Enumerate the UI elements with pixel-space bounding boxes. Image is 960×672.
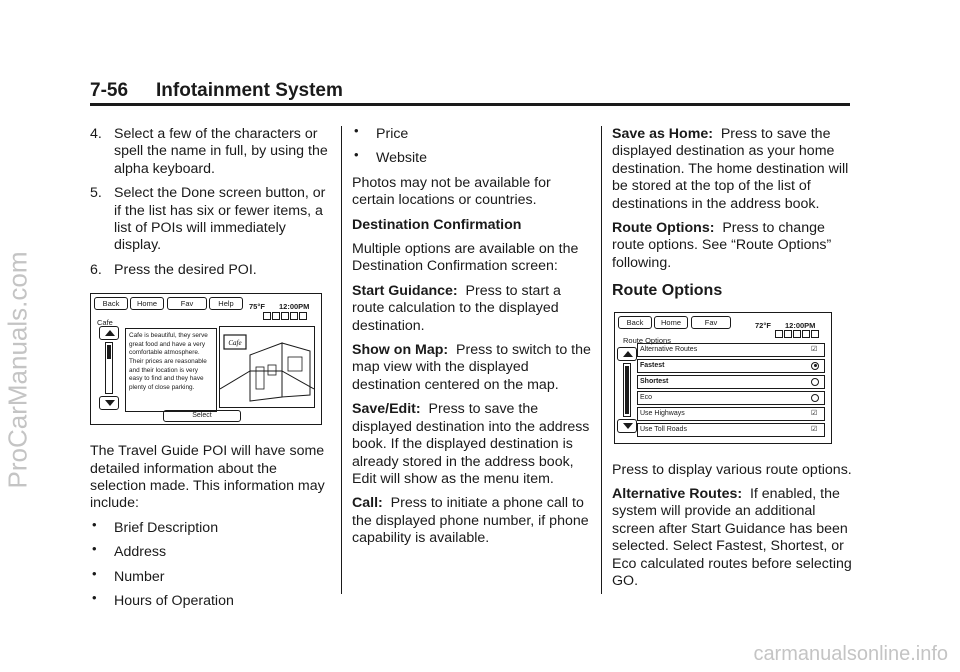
scroll-up-button[interactable] [99, 326, 119, 340]
route-option-use-toll-roads[interactable]: Use Toll Roads ☑ [637, 423, 825, 437]
signal-icon [811, 330, 819, 338]
phone-icon [290, 312, 298, 320]
side-watermark: ProCarManuals.com [2, 251, 33, 489]
arrow-up-icon [623, 351, 633, 357]
destination-confirmation-desc: Multiple options are available on the Destination Confirmation screen: [352, 241, 579, 275]
page-number: 7-56 [90, 80, 129, 101]
route-options-desc: Press to display various route options. [612, 461, 852, 478]
media-icon [281, 312, 289, 320]
list-item: • Hours of Operation [92, 590, 234, 610]
cafe-sign: Cafe [228, 339, 242, 348]
status-icons [775, 330, 819, 338]
destination-confirmation-heading: Destination Confirmation [352, 216, 522, 233]
route-options-item: Route Options: Press to change route options. See “Route Options” following. [612, 220, 832, 271]
scrollbar[interactable] [105, 342, 113, 394]
signal-icon [299, 312, 307, 320]
scroll-down-button[interactable] [617, 419, 637, 433]
route-option-shortest[interactable]: Shortest [637, 375, 825, 389]
home-button[interactable]: Home [130, 297, 164, 310]
temperature: 75°F [249, 302, 265, 312]
poi-label: Cafe [97, 318, 113, 328]
column-2 [352, 123, 592, 555]
scrollbar[interactable] [623, 363, 631, 417]
route-option-fastest[interactable]: Fastest [637, 359, 825, 373]
route-options-label: Route Options [623, 335, 671, 345]
save-as-home-item: Save as Home: Press to save the displayed destination as your home destination. The home destination will be stored at the top of the list of destinations in the address book. [612, 126, 849, 212]
select-button[interactable]: Select [163, 410, 241, 422]
fav-button[interactable]: Fav [167, 297, 207, 310]
mail-icon [272, 312, 280, 320]
route-option-alternative-routes[interactable]: Alternative Routes ☑ [637, 343, 825, 357]
column-divider [601, 126, 602, 594]
page-header [90, 80, 850, 106]
scroll-thumb[interactable] [107, 345, 111, 359]
checkmark-icon: ☑ [811, 345, 818, 353]
save-edit-item: Save/Edit: Press to save the displayed destination into the address book. If the displayed destination is already stored in the address book, Edit will show as the menu item. [352, 401, 590, 487]
photos-note: Photos may not be available for certain locations or countries. [352, 174, 551, 209]
radio-icon [811, 394, 819, 402]
temperature: 72°F [755, 320, 771, 330]
step-5: 5. Select the Done screen button, or if the list has six or fewer items, a list of POIs will immediately display. [90, 185, 326, 254]
cafe-building-icon [220, 327, 314, 407]
fav-button[interactable]: Fav [691, 316, 731, 329]
route-option-eco[interactable]: Eco [637, 391, 825, 405]
scroll-thumb[interactable] [625, 366, 629, 414]
nav-icon [263, 312, 271, 320]
travel-guide-screen [90, 293, 322, 425]
call-item: Call: Press to initiate a phone call to the displayed phone number, if phone capability is available. [352, 495, 589, 547]
footer-watermark: carmanualsonline.info [753, 643, 948, 665]
list-item: • Number [92, 565, 165, 585]
arrow-up-icon [105, 330, 115, 336]
poi-description: Cafe is beautiful, they serve great food and have a very comfortable atmosphere. Their prices are reasonable and their location is very easy to find and they have plenty of close parking. [125, 328, 217, 412]
checkmark-icon: ☑ [811, 425, 818, 433]
nav-icon [775, 330, 783, 338]
clock: 12:00PM [785, 320, 816, 330]
list-item: • Brief Description [92, 516, 219, 536]
column-divider [341, 126, 342, 594]
help-button[interactable]: Help [209, 297, 243, 310]
route-options-screen [614, 312, 832, 444]
radio-selected-icon [811, 362, 819, 370]
route-option-use-highways[interactable]: Use Highways ☑ [637, 407, 825, 421]
list-item: • Price [354, 123, 409, 142]
route-options-heading: Route Options [612, 282, 723, 300]
radio-icon [811, 378, 819, 386]
checkmark-icon: ☑ [811, 409, 818, 417]
step-6: 6. Press the desired POI. [90, 261, 257, 278]
home-button[interactable]: Home [654, 316, 688, 329]
alternative-routes-item: Alternative Routes: If enabled, the system will provide an additional screen after Start Guidance has been selected. Select Fastest, Shortest, or Eco calculated routes before selecting GO. [612, 486, 852, 590]
list-item: • Address [92, 541, 167, 561]
scroll-up-button[interactable] [617, 347, 637, 361]
list-item: • Website [354, 147, 427, 167]
page-title: Infotainment System [156, 80, 343, 101]
step-4: 4. Select a few of the characters or spell the name in full, by using the alpha keyboard. [90, 126, 328, 177]
back-button[interactable]: Back [618, 316, 652, 329]
clock: 12:00PM [279, 302, 310, 312]
travel-guide-intro: The Travel Guide POI will have some detailed information about the selection made. This information may include: [90, 443, 325, 512]
media-icon [793, 330, 801, 338]
arrow-down-icon [105, 400, 115, 406]
mail-icon [784, 330, 792, 338]
column-3 [612, 126, 852, 598]
column-1 [90, 126, 332, 618]
scroll-down-button[interactable] [99, 396, 119, 410]
start-guidance-item: Start Guidance: Press to start a route calculation to the displayed destination. [352, 282, 561, 334]
phone-icon [802, 330, 810, 338]
show-on-map-item: Show on Map: Press to switch to the map view with the displayed destination centered on the map. [352, 342, 591, 393]
poi-photo [219, 326, 315, 408]
status-icons [263, 312, 307, 320]
arrow-down-icon [623, 423, 633, 429]
back-button[interactable]: Back [94, 297, 128, 310]
